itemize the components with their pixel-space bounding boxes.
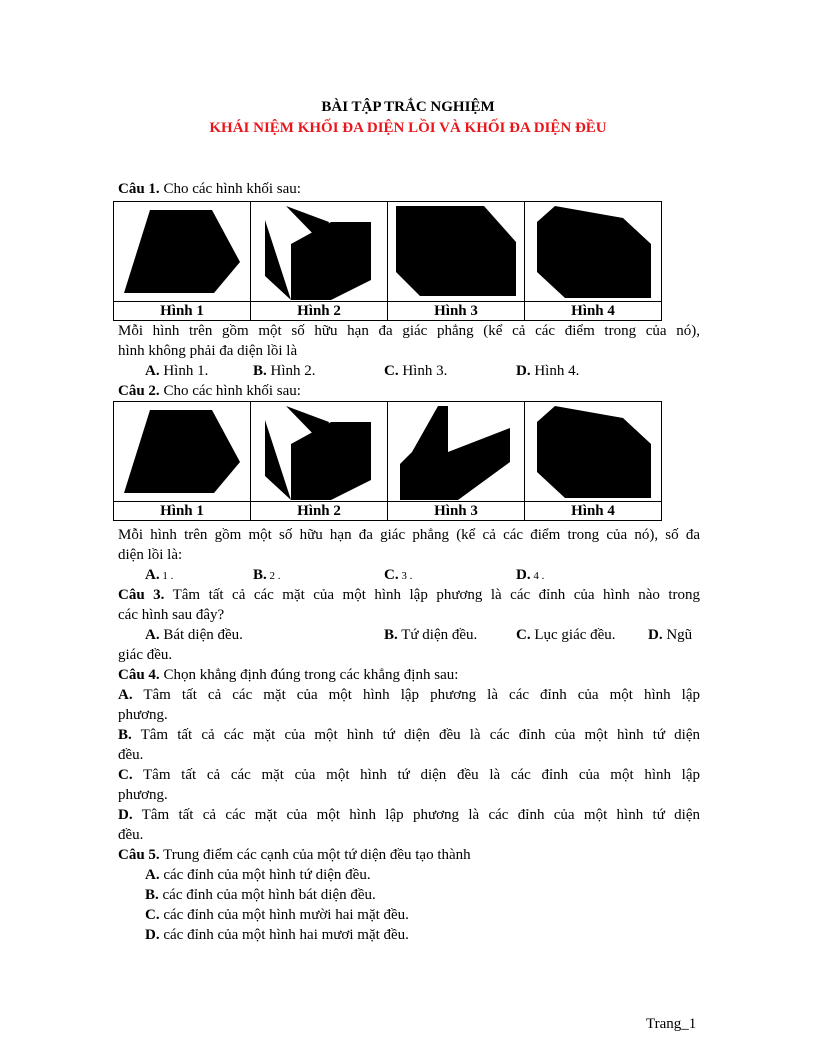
wedge-box-figure [251, 402, 387, 501]
q4-option-b-line-2: đều. [118, 747, 144, 763]
question-2-text: Cho các hình khối sau: [159, 383, 301, 399]
box-figure [388, 202, 524, 301]
q4-option-c-line-2: phương. [118, 787, 168, 803]
q2-figure-3 [388, 402, 525, 502]
q5-option-c [145, 906, 409, 925]
q1-option-b [253, 362, 316, 381]
option-text: Ngũ [662, 627, 693, 643]
q1-figure-4 [525, 202, 662, 302]
option-text: B. [145, 887, 159, 903]
q2-caption-4: Hình 4 [525, 502, 662, 521]
q2-caption-3: Hình 3 [388, 502, 525, 521]
option-text: Hình 1. [159, 363, 209, 379]
l-shaped-prism-figure [388, 402, 524, 501]
q4-option-d-line-1 [118, 806, 700, 825]
option-text: Hình 2. [266, 363, 316, 379]
option-text: Bát diện đều. [159, 627, 243, 643]
option-text: Tâm tất cả các mặt của một hình tứ diện đều là các đỉnh của một hình lập [132, 767, 700, 783]
q2-option-c [384, 566, 412, 586]
frustum-figure [114, 402, 250, 501]
question-2-prompt [118, 382, 301, 401]
q5-option-d [145, 926, 409, 945]
question-1-figure-table [113, 201, 662, 321]
option-text: Tâm tất cả các mặt của một hình lập phương là các đỉnh của một hình tứ diện [132, 807, 700, 823]
option-text: B. [118, 727, 132, 743]
q1-figure-2 [251, 202, 388, 302]
q2-option-b [253, 566, 281, 586]
option-text: D. [516, 567, 531, 583]
option-text: Tâm tất cả các mặt của một hình tứ diện đều là các đỉnh của một hình tứ diện [131, 727, 700, 743]
q4-option-d-line-2: đều. [118, 827, 144, 843]
question-4-text: Chọn khẳng định đúng trong các khẳng định sau: [159, 667, 459, 683]
option-text: các đỉnh của một hình mười hai mặt đều. [159, 907, 409, 923]
q1-figure-3 [388, 202, 525, 302]
q1-caption-1: Hình 1 [114, 302, 251, 321]
q4-option-b-line-1 [118, 726, 700, 745]
question-3-prompt [118, 586, 700, 605]
q2-figure-1 [114, 402, 251, 502]
option-text: 4 . [530, 570, 545, 582]
option-text: B. [253, 363, 267, 379]
option-text: B. [253, 567, 267, 583]
q1-option-a [145, 362, 208, 381]
option-text: C. [516, 627, 531, 643]
question-3-line-2: các hình sau đây? [118, 607, 225, 623]
wedge-box-figure [251, 202, 387, 301]
option-text: Tâm tất cả các mặt của một hình lập phương là các đỉnh của một hình lập [132, 687, 700, 703]
q3-option-c [516, 626, 616, 645]
question-5-text: Trung điểm các cạnh của một tứ diện đều tạo thành [159, 847, 471, 863]
question-5-prompt [118, 846, 471, 865]
option-text: Tứ diện đều. [397, 627, 478, 643]
question-1-label: Câu 1. [118, 181, 160, 197]
question-5-label: Câu 5. [118, 847, 160, 863]
option-text: Hình 3. [398, 363, 448, 379]
q5-option-b [145, 886, 376, 905]
frustum-figure [114, 202, 250, 301]
q3-option-b [384, 626, 477, 645]
option-text: A. [145, 567, 160, 583]
q1-option-c [384, 362, 447, 381]
worksheet-subtitle: KHÁI NIỆM KHỐI ĐA DIỆN LỒI VÀ KHỐI ĐA DIỆN ĐỀU [209, 120, 607, 136]
option-text: C. [118, 767, 133, 783]
page-number: Trang_1 [646, 1016, 697, 1032]
question-3-line-1: Tâm tất cả các mặt của một hình lập phương là các đỉnh của hình nào trong [164, 587, 700, 603]
q1-figure-1 [114, 202, 251, 302]
q3-option-d [648, 626, 692, 645]
question-4-label: Câu 4. [118, 667, 160, 683]
question-2-label: Câu 2. [118, 383, 160, 399]
option-text: các đỉnh của một hình bát diện đều. [158, 887, 376, 903]
option-text: D. [516, 363, 531, 379]
q2-option-a [145, 566, 173, 586]
question-2-stem-line-1: Mỗi hình trên gồm một số hữu hạn đa giác phẳng (kể cả các điểm trong của nó), số đa [118, 527, 700, 543]
q3-option-d-continued: giác đều. [118, 647, 173, 663]
option-text: C. [384, 567, 399, 583]
option-text: D. [118, 807, 133, 823]
question-4-prompt [118, 666, 458, 685]
option-text: A. [118, 687, 133, 703]
q2-option-d [516, 566, 544, 586]
slanted-box-figure [525, 402, 661, 501]
option-text: các đỉnh của một hình hai mươi mặt đều. [159, 927, 409, 943]
question-2-stem-line-2: diện lồi là: [118, 547, 183, 563]
option-text: B. [384, 627, 398, 643]
q2-caption-2: Hình 2 [251, 502, 388, 521]
option-text: 2 . [266, 570, 281, 582]
q2-caption-1: Hình 1 [114, 502, 251, 521]
option-text: các đỉnh của một hình tứ diện đều. [159, 867, 371, 883]
q3-option-a [145, 626, 243, 645]
option-text: Hình 4. [530, 363, 580, 379]
q1-option-d [516, 362, 579, 381]
q4-option-a-line-1 [118, 686, 700, 705]
question-1-stem-line-2: hình không phải đa diện lồi là [118, 343, 298, 359]
question-1-text: Cho các hình khối sau: [159, 181, 301, 197]
option-text: A. [145, 867, 160, 883]
q5-option-a [145, 866, 371, 885]
q1-caption-2: Hình 2 [251, 302, 388, 321]
option-text: C. [145, 907, 160, 923]
option-text: D. [648, 627, 663, 643]
q2-figure-2 [251, 402, 388, 502]
q4-option-c-line-1 [118, 766, 700, 785]
question-1-stem-line-1: Mỗi hình trên gồm một số hữu hạn đa giác phẳng (kể cả các điểm trong của nó), [118, 323, 700, 339]
q1-caption-4: Hình 4 [525, 302, 662, 321]
option-text: Lục giác đều. [530, 627, 616, 643]
option-text: A. [145, 627, 160, 643]
question-2-figure-table [113, 401, 662, 521]
slanted-box-figure [525, 202, 661, 301]
question-1-prompt [118, 180, 301, 199]
option-text: 3 . [398, 570, 413, 582]
question-3-label: Câu 3. [118, 587, 165, 603]
option-text: D. [145, 927, 160, 943]
q1-caption-3: Hình 3 [388, 302, 525, 321]
q4-option-a-line-2: phương. [118, 707, 168, 723]
worksheet-title: BÀI TẬP TRẮC NGHIỆM [321, 99, 495, 115]
option-text: A. [145, 363, 160, 379]
option-text: C. [384, 363, 399, 379]
option-text: 1 . [159, 570, 174, 582]
q2-figure-4 [525, 402, 662, 502]
